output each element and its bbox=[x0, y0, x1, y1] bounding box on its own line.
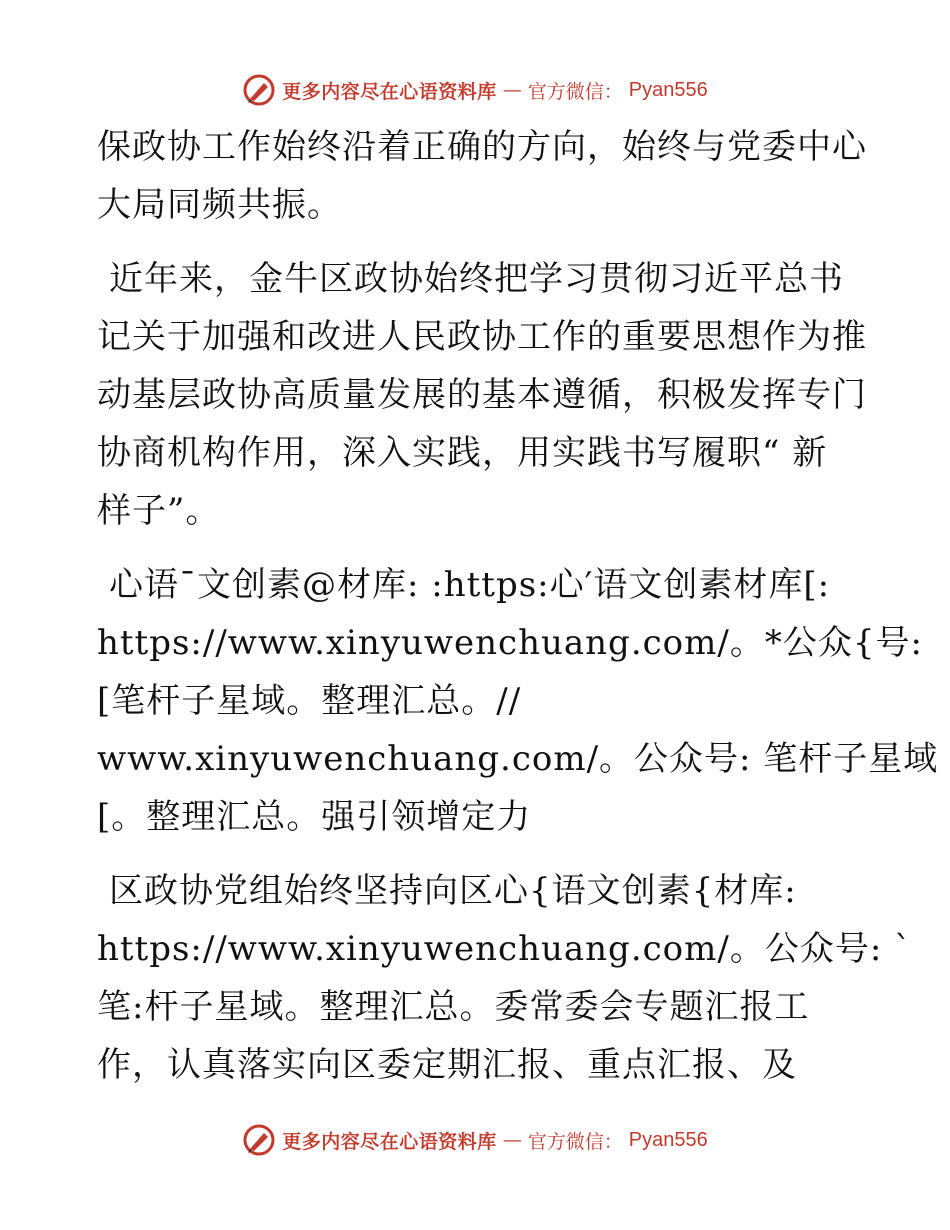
text-line: 区政协党组始终坚持向区心{语文创素{材库: bbox=[109, 871, 797, 911]
banner-separator: — bbox=[502, 1129, 522, 1151]
text-line: 近年来，金牛区政协始终把学习贯彻习近平总书 bbox=[109, 259, 844, 299]
text-line: 保政协工作始终沿着正确的方向，始终与党委中心 bbox=[97, 127, 867, 167]
text-line: 样子”。 bbox=[97, 491, 221, 531]
paragraph-1 bbox=[97, 118, 867, 234]
banner-wechat-label: 官方微信： bbox=[527, 1130, 623, 1153]
text-line: 动基层政协高质量发展的基本遵循，积极发挥专门 bbox=[97, 375, 867, 415]
text-line: www.xinyuwenchuang.com/。公众号: 笔杆子星域 bbox=[97, 739, 939, 779]
text-line: 记关于加强和改进人民政协工作的重要思想作为推 bbox=[97, 317, 867, 357]
text-line: 作，认真落实向区委定期汇报、重点汇报、及 bbox=[97, 1045, 797, 1085]
text-line: [。整理汇总。强引领增定力 bbox=[97, 797, 532, 837]
document-body bbox=[97, 118, 939, 1110]
pen-logo-icon bbox=[242, 73, 276, 107]
footer-banner bbox=[0, 1120, 950, 1160]
text-line: [笔杆子星域。整理汇总。// bbox=[97, 681, 522, 721]
text-line: https://www.xinyuwenchuang.com/。公众号: ` bbox=[97, 929, 913, 969]
text-line: 大局同频共振。 bbox=[97, 185, 342, 225]
banner-wechat-id: Pyan556 bbox=[628, 1128, 708, 1151]
text-line: 心语¯文创素@材库: :https:心′语文创素材库[: bbox=[109, 565, 831, 605]
text-line: https://www.xinyuwenchuang.com/。*公众{号: bbox=[97, 623, 923, 663]
text-line: 笔:杆子星域。整理汇总。委常委会专题汇报工 bbox=[97, 987, 810, 1027]
text-line: 协商机构作用，深入实践，用实践书写履职“ 新 bbox=[97, 433, 828, 473]
paragraph-2 bbox=[97, 250, 867, 540]
banner-wechat-label: 官方微信： bbox=[527, 80, 623, 103]
banner-wechat-id: Pyan556 bbox=[628, 78, 708, 101]
pen-logo-icon bbox=[242, 1123, 276, 1157]
paragraph-3 bbox=[97, 556, 939, 846]
banner-separator: — bbox=[502, 79, 522, 101]
banner-title: 更多内容尽在心语资料库 bbox=[282, 1130, 497, 1153]
header-banner bbox=[0, 70, 950, 110]
banner-title: 更多内容尽在心语资料库 bbox=[282, 80, 497, 103]
paragraph-4 bbox=[97, 862, 913, 1094]
